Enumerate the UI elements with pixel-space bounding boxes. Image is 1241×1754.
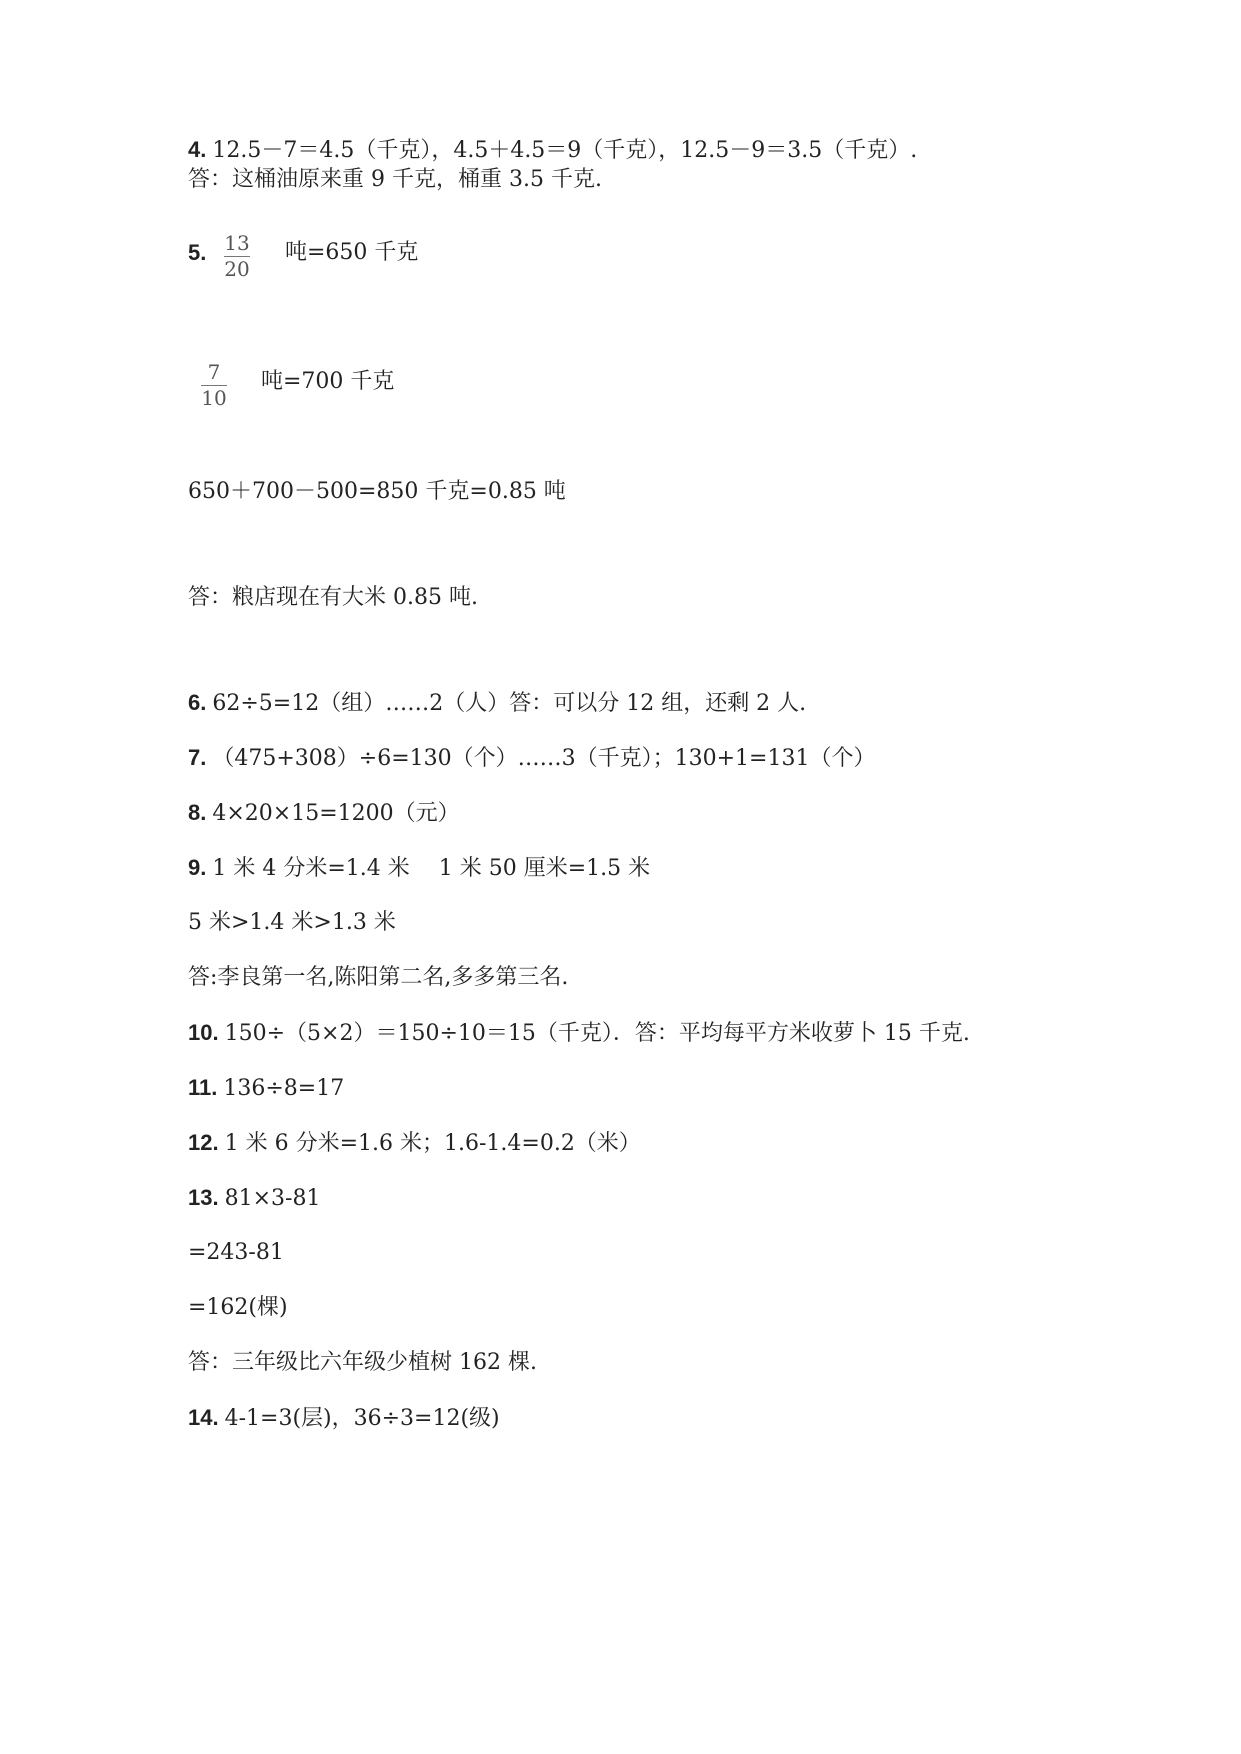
answer-14: 14. 4-1=3(层)，36÷3=12(级) — [188, 1405, 500, 1431]
answer-13-conclusion: 答：三年级比六年级少植树 162 棵. — [188, 1350, 537, 1375]
answer-9-line-2: 5 米>1.4 米>1.3 米 — [188, 910, 396, 935]
answer-8: 8. 4×20×15=1200（元） — [188, 800, 460, 826]
answer-5-number: 5. — [188, 240, 207, 265]
numerator: 7 — [207, 360, 221, 384]
answer-9-conclusion: 答:李良第一名,陈阳第二名,多多第三名. — [188, 965, 569, 990]
fraction-13-20 — [224, 232, 250, 280]
answer-9-line-1: 9. 1 米 4 分米=1.4 米 1 米 50 厘米=1.5 米 — [188, 855, 651, 881]
answer-10: 10. 150÷（5×2）＝150÷10＝15（千克）．答：平均每平方米收萝卜 15 千克. — [188, 1020, 970, 1046]
answer-5-frac1-text: 吨=650 千克 — [285, 240, 419, 265]
numerator: 13 — [224, 231, 250, 255]
answer-5-calc: 650＋700－500=850 千克=0.85 吨 — [188, 479, 566, 504]
denominator: 20 — [224, 257, 250, 281]
answer-4-line-1: 4. 12.5－7＝4.5（千克），4.5＋4.5＝9（千克），12.5－9＝3.5（千克）. — [188, 137, 918, 163]
item-number: 4. — [188, 137, 207, 162]
answer-7: 7. （475+308）÷6=130（个）……3（千克）；130+1=131（个） — [188, 745, 876, 771]
answer-6: 6. 62÷5=12（组）……2（人）答：可以分 12 组，还剩 2 人. — [188, 690, 807, 716]
denominator: 10 — [201, 386, 227, 410]
answer-4-line-2: 答：这桶油原来重 9 千克，桶重 3.5 千克. — [188, 167, 602, 192]
answer-5-conclusion: 答：粮店现在有大米 0.85 吨. — [188, 585, 478, 610]
answer-5-frac2-text: 吨=700 千克 — [261, 369, 395, 394]
answer-11: 11. 136÷8=17 — [188, 1075, 345, 1101]
fraction-7-10 — [201, 361, 227, 409]
answer-13-line-1: 13. 81×3-81 — [188, 1185, 321, 1211]
answer-13-line-2: =243-81 — [188, 1240, 284, 1265]
answer-13-line-3: =162(棵) — [188, 1295, 288, 1320]
answer-12: 12. 1 米 6 分米=1.6 米；1.6-1.4=0.2（米） — [188, 1130, 641, 1156]
